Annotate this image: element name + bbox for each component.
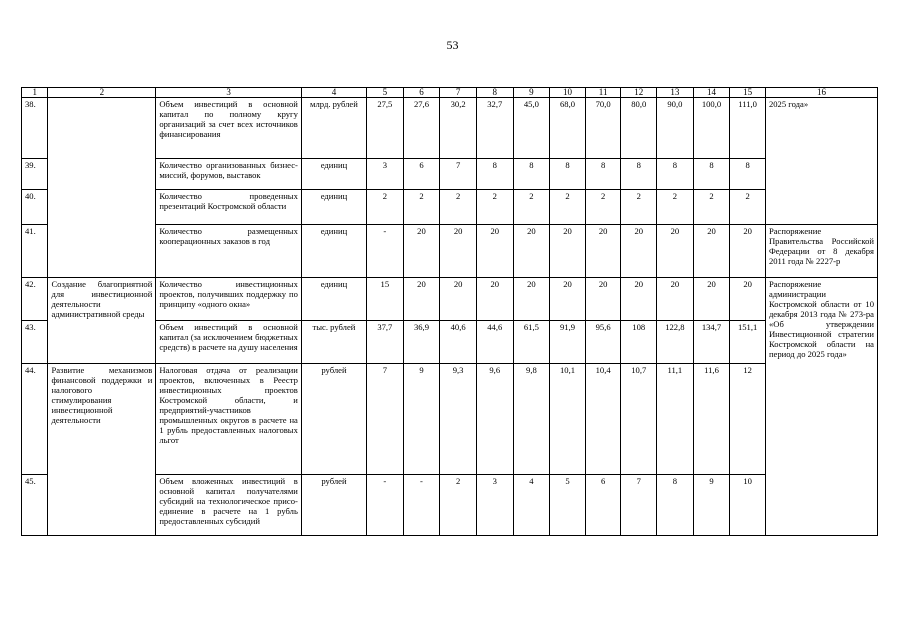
value-cell: 9,3: [440, 364, 477, 475]
value-cell: 2: [403, 190, 440, 225]
header-cell: 5: [367, 88, 404, 98]
value-cell: 134,7: [693, 321, 730, 364]
value-cell: 20: [657, 225, 694, 278]
value-cell: 20: [513, 278, 550, 321]
value-cell: 100,0: [693, 98, 730, 159]
indicator-cell: Объем вложенных инвестиций в основной капитал получателями субсидий на технологическое присо-единение в расчете на 1 рубль предоставленных субсидий: [156, 475, 302, 536]
value-cell: 8: [513, 159, 550, 190]
value-cell: 2: [513, 190, 550, 225]
value-cell: 20: [730, 278, 766, 321]
table-row: [22, 98, 878, 159]
value-cell: 7: [621, 475, 657, 536]
header-cell: 1: [22, 88, 48, 98]
basis-cell: 2025 года»: [765, 98, 877, 225]
value-cell: 2: [476, 190, 513, 225]
indicator-cell: Количество размещенных кооперационных заказов в год: [156, 225, 302, 278]
row-number: 44.: [22, 364, 48, 475]
value-cell: 20: [550, 278, 586, 321]
value-cell: 32,7: [476, 98, 513, 159]
value-cell: -: [367, 225, 404, 278]
header-row: [22, 88, 878, 98]
value-cell: -: [367, 475, 404, 536]
indicator-cell: Количество организованных бизнес-миссий, форумов, выставок: [156, 159, 302, 190]
value-cell: 5: [550, 475, 586, 536]
basis-cell: Распоряжение Правительства Российской Федерации от 8 декабря 2011 года № 2227-р: [765, 225, 877, 278]
header-cell: 2: [48, 88, 156, 98]
value-cell: 11,1: [657, 364, 694, 475]
value-cell: -: [403, 475, 440, 536]
value-cell: 2: [440, 475, 477, 536]
unit-cell: млрд. рублей: [301, 98, 366, 159]
value-cell: 8: [657, 475, 694, 536]
value-cell: 20: [693, 225, 730, 278]
value-cell: 108: [621, 321, 657, 364]
value-cell: 44,6: [476, 321, 513, 364]
value-cell: 20: [440, 225, 477, 278]
value-cell: 68,0: [550, 98, 586, 159]
header-cell: 12: [621, 88, 657, 98]
value-cell: 9: [403, 364, 440, 475]
value-cell: 20: [550, 225, 586, 278]
value-cell: 10,4: [585, 364, 621, 475]
header-cell: 11: [585, 88, 621, 98]
unit-cell: единиц: [301, 278, 366, 321]
value-cell: 20: [440, 278, 477, 321]
indicator-cell: Налоговая отдача от реализации проектов, включенных в Реестр инвестиционных проектов Костромской области, и предприятий-участников промышленных округов в расчете на 1 рубль предоставленных налоговых льгот: [156, 364, 302, 475]
value-cell: 9: [693, 475, 730, 536]
header-cell: 6: [403, 88, 440, 98]
task-cell-empty: [48, 98, 156, 278]
value-cell: 2: [657, 190, 694, 225]
value-cell: 45,0: [513, 98, 550, 159]
value-cell: 4: [513, 475, 550, 536]
value-cell: 12: [730, 364, 766, 475]
value-cell: 2: [621, 190, 657, 225]
value-cell: 27,5: [367, 98, 404, 159]
value-cell: 8: [693, 159, 730, 190]
value-cell: 3: [476, 475, 513, 536]
value-cell: 2: [730, 190, 766, 225]
value-cell: 40,6: [440, 321, 477, 364]
header-cell: 15: [730, 88, 766, 98]
task-cell: Развитие механизмов финансовой поддержки и налогового стимулирования инвестиционной деятельности: [48, 364, 156, 536]
header-cell: 4: [301, 88, 366, 98]
value-cell: 8: [730, 159, 766, 190]
value-cell: 20: [693, 278, 730, 321]
indicator-cell: Количество проведенных презентаций Костромской области: [156, 190, 302, 225]
value-cell: 6: [403, 159, 440, 190]
unit-cell: тыс. рублей: [301, 321, 366, 364]
unit-cell: рублей: [301, 364, 366, 475]
value-cell: 20: [476, 278, 513, 321]
value-cell: 10,7: [621, 364, 657, 475]
basis-cell: Распоряжение администрации Костромской области от 10 декабря 2013 года № 273-ра «Об утверждении Инвестиционной стратегии Костромской области на период до 2025 года»: [765, 278, 877, 536]
value-cell: 20: [585, 225, 621, 278]
value-cell: 95,6: [585, 321, 621, 364]
value-cell: 20: [513, 225, 550, 278]
page-number: 53: [446, 38, 459, 52]
row-number: 42.: [22, 278, 48, 321]
header-cell: 8: [476, 88, 513, 98]
indicator-cell: Количество инвестиционных проектов, получивших поддержку по принципу «одного окна»: [156, 278, 302, 321]
value-cell: 9,8: [513, 364, 550, 475]
row-number: 43.: [22, 321, 48, 364]
row-number: 45.: [22, 475, 48, 536]
value-cell: 91,9: [550, 321, 586, 364]
value-cell: 2: [585, 190, 621, 225]
header-cell: 13: [657, 88, 694, 98]
table-row: [22, 278, 878, 321]
header-cell: 3: [156, 88, 302, 98]
value-cell: 20: [403, 278, 440, 321]
value-cell: 10,1: [550, 364, 586, 475]
row-number: 38.: [22, 98, 48, 159]
table-row: [22, 364, 878, 475]
value-cell: 37,7: [367, 321, 404, 364]
value-cell: 61,5: [513, 321, 550, 364]
indicator-cell: Объем инвестиций в основной капитал по полному кругу организаций за счет всех источников финансирования: [156, 98, 302, 159]
row-number: 39.: [22, 159, 48, 190]
header-cell: 10: [550, 88, 586, 98]
value-cell: 2: [693, 190, 730, 225]
value-cell: 8: [657, 159, 694, 190]
value-cell: 6: [585, 475, 621, 536]
unit-cell: единиц: [301, 190, 366, 225]
header-cell: 14: [693, 88, 730, 98]
value-cell: 20: [730, 225, 766, 278]
value-cell: 36,9: [403, 321, 440, 364]
value-cell: 2: [367, 190, 404, 225]
unit-cell: единиц: [301, 159, 366, 190]
value-cell: 9,6: [476, 364, 513, 475]
value-cell: 10: [730, 475, 766, 536]
value-cell: 27,6: [403, 98, 440, 159]
value-cell: 20: [657, 278, 694, 321]
unit-cell: единиц: [301, 225, 366, 278]
value-cell: 8: [621, 159, 657, 190]
value-cell: 11,6: [693, 364, 730, 475]
value-cell: 20: [585, 278, 621, 321]
value-cell: 20: [621, 278, 657, 321]
value-cell: 80,0: [621, 98, 657, 159]
value-cell: 2: [550, 190, 586, 225]
indicators-table: [21, 87, 878, 536]
value-cell: 3: [367, 159, 404, 190]
value-cell: 90,0: [657, 98, 694, 159]
value-cell: 122,8: [657, 321, 694, 364]
value-cell: 20: [476, 225, 513, 278]
value-cell: 151,1: [730, 321, 766, 364]
value-cell: 7: [367, 364, 404, 475]
value-cell: 8: [550, 159, 586, 190]
value-cell: 8: [476, 159, 513, 190]
value-cell: 2: [440, 190, 477, 225]
value-cell: 111,0: [730, 98, 766, 159]
row-number: 40.: [22, 190, 48, 225]
task-cell: Создание благоприятной для инвестиционной деятельности административной среды: [48, 278, 156, 364]
value-cell: 30,2: [440, 98, 477, 159]
value-cell: 70,0: [585, 98, 621, 159]
value-cell: 7: [440, 159, 477, 190]
value-cell: 15: [367, 278, 404, 321]
value-cell: 8: [585, 159, 621, 190]
indicator-cell: Объем инвестиций в основной капитал (за исключением бюджетных средств) в расчете на душу населения: [156, 321, 302, 364]
value-cell: 20: [621, 225, 657, 278]
value-cell: 20: [403, 225, 440, 278]
row-number: 41.: [22, 225, 48, 278]
header-cell: 7: [440, 88, 477, 98]
unit-cell: рублей: [301, 475, 366, 536]
header-cell: 16: [765, 88, 877, 98]
header-cell: 9: [513, 88, 550, 98]
